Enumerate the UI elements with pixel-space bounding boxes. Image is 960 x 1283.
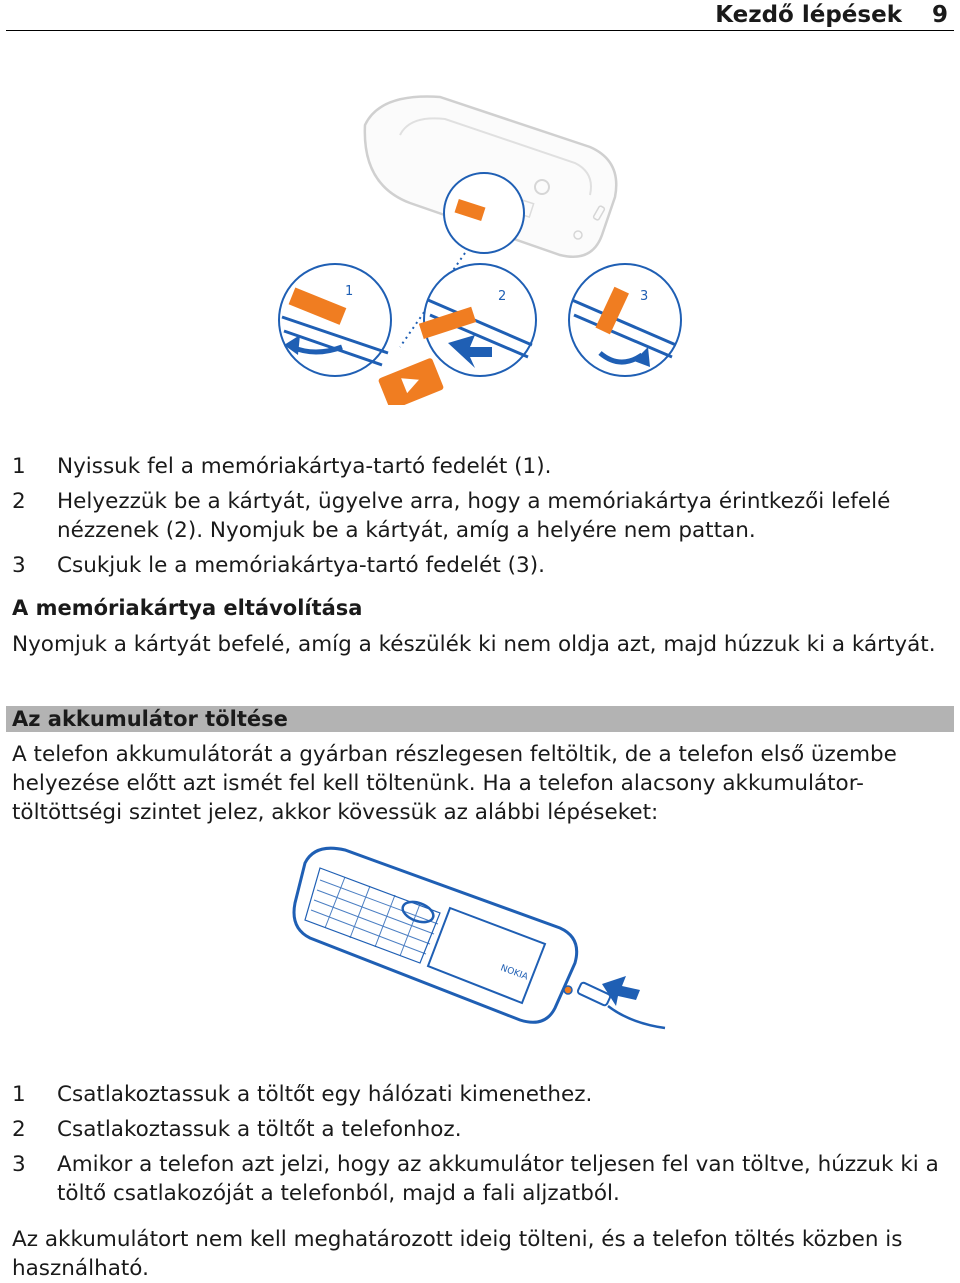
list-item bbox=[12, 1080, 948, 1109]
removal-heading: A memóriakártya eltávolítása bbox=[12, 596, 363, 620]
step-number: 1 bbox=[12, 1082, 26, 1107]
phone-front-illustration bbox=[294, 848, 577, 1022]
charging-heading: Az akkumulátor töltése bbox=[12, 707, 288, 731]
step-number: 2 bbox=[12, 1117, 26, 1142]
list-item bbox=[12, 1115, 948, 1144]
charging-illustration bbox=[290, 838, 670, 1033]
zoom-detail-circle bbox=[444, 173, 524, 253]
memory-card-illustration bbox=[270, 85, 690, 405]
removal-text: Nyomjuk a kártyát befelé, amíg a készülék ki nem oldja azt, majd húzzuk ki a kártyát. bbox=[12, 632, 936, 657]
step-text: Csatlakoztassuk a töltőt a telefonhoz. bbox=[57, 1117, 462, 1142]
step-label-2: 2 bbox=[498, 289, 507, 304]
step-number: 2 bbox=[12, 489, 26, 514]
detail-circle-2 bbox=[419, 264, 536, 376]
memory-steps-list bbox=[12, 452, 948, 586]
detail-circle-1 bbox=[279, 264, 391, 376]
step-number: 1 bbox=[12, 454, 26, 479]
list-item bbox=[12, 551, 948, 580]
page-number: 9 bbox=[931, 2, 948, 28]
step-label-3: 3 bbox=[640, 289, 649, 304]
detail-circle-3 bbox=[569, 264, 681, 376]
step-number: 3 bbox=[12, 553, 26, 578]
list-item bbox=[12, 1150, 948, 1208]
step-text: Csukjuk le a memóriakártya-tartó fedelét (3). bbox=[57, 553, 545, 578]
chapter-title: Kezdő lépések bbox=[715, 2, 902, 28]
memory-card-icon bbox=[378, 357, 445, 405]
charging-intro: A telefon akkumulátorát a gyárban részlegesen feltöltik, de a telefon első üzembe helyezése előtt azt ismét fel kell töltenünk. Ha a telefon alacsony akkumulátor-töltöttségi szintet jelez, akkor kövessük az alábbi lépéseket: bbox=[12, 742, 897, 825]
section-heading-bar bbox=[6, 706, 954, 732]
charging-steps-list bbox=[12, 1080, 948, 1214]
svg-text:NOKIA: NOKIA bbox=[498, 963, 530, 983]
charging-footer-note: Az akkumulátort nem kell meghatározott ideig tölteni, és a telefon töltés közben is használható. bbox=[12, 1227, 903, 1281]
step-text: Helyezzük be a kártyát, ügyelve arra, hogy a memóriakártya érintkezői lefelé nézzenek (2). Nyomjuk be a kártyát, amíg a helyére nem pattan. bbox=[57, 489, 891, 543]
step-text: Csatlakoztassuk a töltőt egy hálózati kimenethez. bbox=[57, 1082, 593, 1107]
step-text: Amikor a telefon azt jelzi, hogy az akkumulátor teljesen fel van töltve, húzzuk ki a töltő csatlakozóját a telefonból, majd a fali aljzatból. bbox=[57, 1152, 939, 1206]
step-text: Nyissuk fel a memóriakártya-tartó fedelét (1). bbox=[57, 454, 552, 479]
step-label-1: 1 bbox=[345, 284, 354, 299]
list-item bbox=[12, 487, 948, 545]
step-number: 3 bbox=[12, 1152, 26, 1177]
page-header bbox=[6, 0, 954, 31]
list-item bbox=[12, 452, 948, 481]
